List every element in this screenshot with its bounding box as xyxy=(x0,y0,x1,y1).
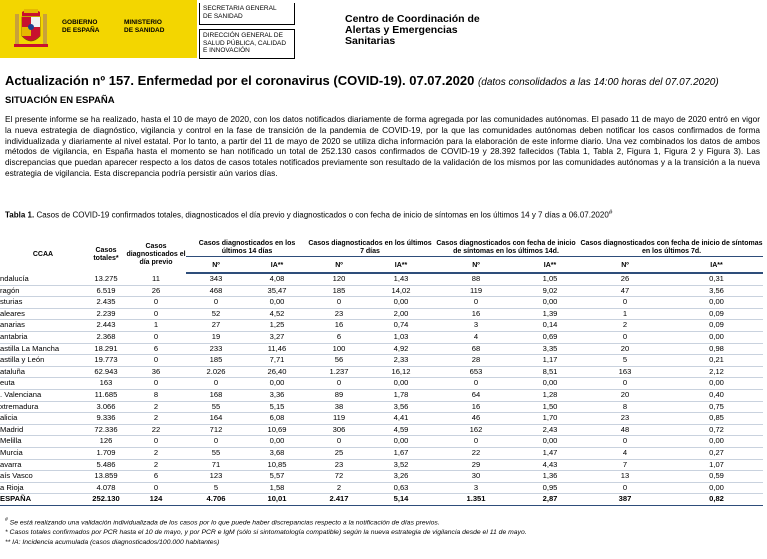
table-cell: 1.351 xyxy=(432,494,520,506)
note-3: ** IA: Incidencia acumulada (casos diagnosticados/100.000 habitantes) xyxy=(5,539,220,547)
table-cell: 0 xyxy=(308,297,370,309)
ccaa-name: aís Vasco xyxy=(0,471,86,483)
table-cell: 1,47 xyxy=(520,447,580,459)
table-cell: 0 xyxy=(432,297,520,309)
table-cell: 0,74 xyxy=(370,320,432,332)
table-cell: 2.435 xyxy=(86,297,126,309)
note-1: # Se está realizando una validación individualizada de los casos por lo que puede haber discrepancias respecto a la notificación de días previos. xyxy=(5,517,440,527)
ccaa-name: Melilla xyxy=(0,436,86,448)
table-cell: 0,72 xyxy=(670,424,763,436)
table-cell: 28 xyxy=(432,355,520,367)
table-cell: 55 xyxy=(186,447,246,459)
table-cell: 0,27 xyxy=(670,447,763,459)
ccaa-name: astilla La Mancha xyxy=(0,343,86,355)
table-cell: 35,47 xyxy=(246,285,308,297)
table-cell: 0,85 xyxy=(670,413,763,425)
table-row xyxy=(0,413,763,425)
table-cell: 163 xyxy=(86,378,126,390)
table-cell: 20 xyxy=(580,389,670,401)
table-cell: 48 xyxy=(580,424,670,436)
table-cell: 38 xyxy=(308,401,370,413)
table-cell: 1 xyxy=(126,320,186,332)
table-cell: 120 xyxy=(308,273,370,285)
table-cell: 19.773 xyxy=(86,355,126,367)
ccaa-name: . Valenciana xyxy=(0,389,86,401)
table-cell: 387 xyxy=(580,494,670,506)
table-cell: 3,56 xyxy=(670,285,763,297)
table-cell: 23 xyxy=(308,308,370,320)
table-row xyxy=(0,482,763,494)
table-row xyxy=(0,389,763,401)
table-cell: 10,69 xyxy=(246,424,308,436)
table-cell: 0 xyxy=(580,482,670,494)
table-row xyxy=(0,366,763,378)
table-cell: ESPAÑA xyxy=(0,494,86,506)
table-cell: 126 xyxy=(86,436,126,448)
table-cell: 13 xyxy=(580,471,670,483)
table-cell: 47 xyxy=(580,285,670,297)
report-title-note: (datos consolidados a las 14:00 horas del 07.07.2020) xyxy=(477,77,719,88)
ccaa-name: astilla y León xyxy=(0,355,86,367)
table-cell: 2 xyxy=(126,401,186,413)
table-cell: 3.066 xyxy=(86,401,126,413)
table-cell: 468 xyxy=(186,285,246,297)
table-cell: 22 xyxy=(432,447,520,459)
table-cell: 2 xyxy=(126,447,186,459)
table-cell: 13.859 xyxy=(86,471,126,483)
sub-ia: IA** xyxy=(370,259,432,273)
table-cell: 25 xyxy=(308,447,370,459)
table-cell: 1,36 xyxy=(520,471,580,483)
cases-table xyxy=(0,237,763,506)
government-label: GOBIERNO DE ESPAÑA xyxy=(62,19,100,34)
table-cell: 252.130 xyxy=(86,494,126,506)
table-cell: 0,00 xyxy=(670,482,763,494)
table-cell: 36 xyxy=(126,366,186,378)
table-cell: 0 xyxy=(308,436,370,448)
table-cell: 8 xyxy=(580,401,670,413)
table-cell: 1,78 xyxy=(370,389,432,401)
table-cell: 1.709 xyxy=(86,447,126,459)
table-cell: 0 xyxy=(126,378,186,390)
table-cell: 4.078 xyxy=(86,482,126,494)
table-cell: 0 xyxy=(126,331,186,343)
spain-coat-of-arms-icon xyxy=(12,6,50,52)
table-cell: 3,52 xyxy=(370,459,432,471)
table-cell: 3 xyxy=(432,320,520,332)
table-cell: 56 xyxy=(308,355,370,367)
table-cell: 64 xyxy=(432,389,520,401)
note-2: * Casos totales confirmados por PCR hasta el 10 de mayo, y por PCR e IgM (sólo si sintomatología compatible) según la nueva estrategia de vigilancia desde el 11 de mayo. xyxy=(5,529,527,537)
table-cell: 3,36 xyxy=(246,389,308,401)
table-body xyxy=(0,273,763,494)
table-cell: 71 xyxy=(186,459,246,471)
table-cell: 0,14 xyxy=(520,320,580,332)
table-cell: 0 xyxy=(126,482,186,494)
table-cell: 0 xyxy=(432,436,520,448)
table-cell: 27 xyxy=(186,320,246,332)
sub-ia: IA** xyxy=(520,259,580,273)
table-cell: 0,00 xyxy=(520,297,580,309)
table-cell: 19 xyxy=(186,331,246,343)
table-cell: 11 xyxy=(126,273,186,285)
table-cell: 5,14 xyxy=(370,494,432,506)
table-header-row xyxy=(0,237,763,259)
table-cell: 0,09 xyxy=(670,320,763,332)
table-cell: 0 xyxy=(126,436,186,448)
ministry-label: MINISTERIO DE SANIDAD xyxy=(124,19,165,34)
sub-n: Nº xyxy=(186,259,246,273)
ccaa-name: alicia xyxy=(0,413,86,425)
sub-n: Nº xyxy=(432,259,520,273)
table-cell: 4,92 xyxy=(370,343,432,355)
ccaa-name: a Rioja xyxy=(0,482,86,494)
table-cell: 4,52 xyxy=(246,308,308,320)
table-cell: 4,43 xyxy=(520,459,580,471)
table-cell: 11.685 xyxy=(86,389,126,401)
table-cell: 0,00 xyxy=(670,436,763,448)
table-cell: 1 xyxy=(580,308,670,320)
direccion-box: DIRECCIÓN GENERAL DE SALUD PÚBLICA, CALIDAD E INNOVACIÓN xyxy=(199,29,295,59)
table-cell: 0,00 xyxy=(246,297,308,309)
ccaa-name: anarias xyxy=(0,320,86,332)
table-cell: 26,40 xyxy=(246,366,308,378)
table-cell: 233 xyxy=(186,343,246,355)
table-cell: 2.443 xyxy=(86,320,126,332)
table-cell: 11,46 xyxy=(246,343,308,355)
table-cell: 3,27 xyxy=(246,331,308,343)
table-cell: 23 xyxy=(580,413,670,425)
ccaa-name: ragón xyxy=(0,285,86,297)
table-total-row xyxy=(0,494,763,506)
table-cell: 4,41 xyxy=(370,413,432,425)
grp-sintomas-7d: Casos diagnosticados con fecha de inicio de síntomas en los últimos 7d. xyxy=(580,239,763,255)
table-cell: 168 xyxy=(186,389,246,401)
table-cell: 0,09 xyxy=(670,308,763,320)
ccaa-name: euta xyxy=(0,378,86,390)
table-cell: 55 xyxy=(186,401,246,413)
table-cell: 4 xyxy=(432,331,520,343)
table-cell: 2 xyxy=(126,413,186,425)
table-row xyxy=(0,331,763,343)
table-cell: 0 xyxy=(580,436,670,448)
table-cell: 7 xyxy=(580,459,670,471)
table-cell: 10,85 xyxy=(246,459,308,471)
table-cell: 10,01 xyxy=(246,494,308,506)
ccaa-name: aleares xyxy=(0,308,86,320)
table-cell: 0,69 xyxy=(520,331,580,343)
table-cell: 0,82 xyxy=(670,494,763,506)
table-cell: 8,51 xyxy=(520,366,580,378)
table-cell: 13.275 xyxy=(86,273,126,285)
table-cell: 2,87 xyxy=(520,494,580,506)
table-cell: 5,15 xyxy=(246,401,308,413)
table-cell: 5 xyxy=(186,482,246,494)
table-row xyxy=(0,308,763,320)
table-cell: 1,43 xyxy=(370,273,432,285)
table-cell: 0 xyxy=(186,436,246,448)
table-cell: 8 xyxy=(126,389,186,401)
table-cell: 163 xyxy=(580,366,670,378)
table-cell: 3 xyxy=(432,482,520,494)
report-title: Actualización nº 157. Enfermedad por el coronavirus (COVID-19). 07.07.2020 (datos consolidados a las 14:00 horas del 07.07.2020) xyxy=(5,73,719,88)
ccaa-name: Madrid xyxy=(0,424,86,436)
table-cell: 1,07 xyxy=(670,459,763,471)
table-cell: 1,25 xyxy=(246,320,308,332)
table-cell: 100 xyxy=(308,343,370,355)
table-cell: 0,00 xyxy=(670,297,763,309)
table-row xyxy=(0,285,763,297)
table-cell: 0 xyxy=(126,355,186,367)
table-cell: 7,71 xyxy=(246,355,308,367)
table-cell: 16 xyxy=(308,320,370,332)
table-cell: 1,17 xyxy=(520,355,580,367)
table-row xyxy=(0,378,763,390)
table-cell: 0,40 xyxy=(670,389,763,401)
ccaes-label: Centro de Coordinación de Alertas y Emergencias Sanitarias xyxy=(345,13,480,47)
table-cell: 2 xyxy=(126,459,186,471)
table-row xyxy=(0,320,763,332)
table-cell: 46 xyxy=(432,413,520,425)
table-cell: 6 xyxy=(308,331,370,343)
table-cell: 72.336 xyxy=(86,424,126,436)
table-cell: 1,70 xyxy=(520,413,580,425)
table-cell: 14,02 xyxy=(370,285,432,297)
table-row xyxy=(0,297,763,309)
table-cell: 653 xyxy=(432,366,520,378)
sub-ia: IA** xyxy=(246,259,308,273)
table-cell: 1,67 xyxy=(370,447,432,459)
table-cell: 68 xyxy=(432,343,520,355)
table-cell: 9,02 xyxy=(520,285,580,297)
sub-ia: IA** xyxy=(670,259,763,273)
table-cell: 2.417 xyxy=(308,494,370,506)
ccaa-name: ndalucía xyxy=(0,273,86,285)
table-cell: 6.519 xyxy=(86,285,126,297)
table-cell: 26 xyxy=(580,273,670,285)
table-cell: 2,12 xyxy=(670,366,763,378)
col-casos-dia-previo: Casos diagnosticados el día previo xyxy=(126,243,186,266)
table-cell: 2.026 xyxy=(186,366,246,378)
table-cell: 0,00 xyxy=(370,378,432,390)
table-cell: 0,63 xyxy=(370,482,432,494)
table-cell: 0,31 xyxy=(670,273,763,285)
table-row xyxy=(0,471,763,483)
table-cell: 0,00 xyxy=(670,378,763,390)
table-cell: 0,00 xyxy=(370,297,432,309)
table-cell: 4,59 xyxy=(370,424,432,436)
table-cell: 29 xyxy=(432,459,520,471)
table-cell: 0 xyxy=(308,378,370,390)
table-cell: 22 xyxy=(126,424,186,436)
table-notes xyxy=(5,515,527,548)
table-cell: 6 xyxy=(126,471,186,483)
sub-n: Nº xyxy=(580,259,670,273)
table-cell: 0 xyxy=(580,378,670,390)
table-cell: 2,00 xyxy=(370,308,432,320)
table-cell: 164 xyxy=(186,413,246,425)
table-cell: 162 xyxy=(432,424,520,436)
ccaa-name: ataluña xyxy=(0,366,86,378)
table-row xyxy=(0,343,763,355)
table-cell: 185 xyxy=(186,355,246,367)
table-cell: 124 xyxy=(126,494,186,506)
grp-sintomas-14d: Casos diagnosticados con fecha de inicio de síntomas en los últimos 14d. xyxy=(432,237,580,259)
table-row xyxy=(0,355,763,367)
table-cell: 16 xyxy=(432,401,520,413)
table-cell: 2 xyxy=(580,320,670,332)
table-cell: 0,98 xyxy=(670,343,763,355)
table-cell: 0,75 xyxy=(670,401,763,413)
table-cell: 18.291 xyxy=(86,343,126,355)
secretaria-box: SECRETARIA GENERAL DE SANIDAD xyxy=(199,3,295,25)
table-cell: 0 xyxy=(186,297,246,309)
table-cell: 26 xyxy=(126,285,186,297)
table-cell: 4.706 xyxy=(186,494,246,506)
table-cell: 88 xyxy=(432,273,520,285)
col-casos-totales: Casos totales* xyxy=(93,247,119,262)
grp-diag-14d: Casos diagnosticados en los últimos 14 días xyxy=(186,237,308,259)
table-cell: 5.486 xyxy=(86,459,126,471)
table-cell: 16,12 xyxy=(370,366,432,378)
col-ccaa: CCAA xyxy=(32,251,54,258)
table-cell: 0,95 xyxy=(520,482,580,494)
table-cell: 0,00 xyxy=(246,378,308,390)
table-cell: 89 xyxy=(308,389,370,401)
table-cell: 306 xyxy=(308,424,370,436)
table-cell: 20 xyxy=(580,343,670,355)
table-cell: 1,39 xyxy=(520,308,580,320)
table-cell: 0,00 xyxy=(370,436,432,448)
table-caption: Tabla 1. Casos de COVID-19 confirmados totales, diagnosticados el día previo y diagnosticados o con fecha de inicio de síntomas en los últimos 14 y 7 días a 06.07.2020# xyxy=(5,209,613,220)
table-cell: 2.239 xyxy=(86,308,126,320)
table-cell: 23 xyxy=(308,459,370,471)
table-cell: 4 xyxy=(580,447,670,459)
table-cell: 0,59 xyxy=(670,471,763,483)
section-title: SITUACIÓN EN ESPAÑA xyxy=(5,95,115,106)
table-cell: 0,00 xyxy=(246,436,308,448)
table-cell: 3,35 xyxy=(520,343,580,355)
table-cell: 0 xyxy=(580,331,670,343)
table-row xyxy=(0,424,763,436)
ccaa-name: Murcia xyxy=(0,447,86,459)
table-cell: 6 xyxy=(126,343,186,355)
table-row xyxy=(0,401,763,413)
table-cell: 1,05 xyxy=(520,273,580,285)
table-cell: 1,28 xyxy=(520,389,580,401)
table-cell: 72 xyxy=(308,471,370,483)
intro-paragraph: El presente informe se ha realizado, hasta el 10 de mayo de 2020, con los datos notificados diariamente de forma agregada por las comunidades autónomas. El pasado 11 de mayo de 2020 entró en vigor la nueva estrategia de diagnóstico, vigilancia y control en la fase de transición de la pandemia de COVID-19, por la que las comunidades autónomas deben notificar los casos confirmados de forma individualizada y diariamente al nivel estatal. Por lo tanto, a partir del 11 de mayo de 2020 se utiliza dicha información para la elaboración de este informe diario. Una vez combinados los datos de ambos métodos de vigilancia, en España hasta el momento se han notificado un total de 252.130 casos confirmados de COVID-19 y 28.392 fallecidos (Tabla 1, Tabla 2, Figura 1, Figura 2 y Figura 3). Las discrepancias que puedan aparecer respecto a los datos de casos totales notificados previamente son resultado de la validación de los mismos por las comunidades autónomas y a la transición a la nueva estrategia de vigilancia. Esta discrepancia podría persistir aún varios días. xyxy=(5,114,760,178)
table-cell: 5 xyxy=(580,355,670,367)
table-cell: 9.336 xyxy=(86,413,126,425)
table-cell: 52 xyxy=(186,308,246,320)
table-cell: 0,00 xyxy=(520,378,580,390)
table-cell: 0 xyxy=(126,297,186,309)
table-cell: 3,56 xyxy=(370,401,432,413)
ccaa-name: avarra xyxy=(0,459,86,471)
table-cell: 3,68 xyxy=(246,447,308,459)
table-cell: 4,08 xyxy=(246,273,308,285)
table-row xyxy=(0,436,763,448)
table-cell: 1,58 xyxy=(246,482,308,494)
table-cell: 343 xyxy=(186,273,246,285)
table-cell: 16 xyxy=(432,308,520,320)
table-row xyxy=(0,273,763,285)
table-cell: 30 xyxy=(432,471,520,483)
table-cell: 5,57 xyxy=(246,471,308,483)
table-cell: 1,03 xyxy=(370,331,432,343)
table-cell: 0,21 xyxy=(670,355,763,367)
table-cell: 2,33 xyxy=(370,355,432,367)
table-cell: 0,00 xyxy=(520,436,580,448)
table-row xyxy=(0,447,763,459)
table-cell: 0,00 xyxy=(670,331,763,343)
table-cell: 185 xyxy=(308,285,370,297)
ccaa-name: antabria xyxy=(0,331,86,343)
table-cell: 6,08 xyxy=(246,413,308,425)
table-cell: 2 xyxy=(308,482,370,494)
table-cell: 123 xyxy=(186,471,246,483)
table-cell: 1,50 xyxy=(520,401,580,413)
table-cell: 2,43 xyxy=(520,424,580,436)
ccaa-name: sturias xyxy=(0,297,86,309)
table-cell: 1.237 xyxy=(308,366,370,378)
table-cell: 0 xyxy=(580,297,670,309)
table-cell: 119 xyxy=(432,285,520,297)
sub-n: Nº xyxy=(308,259,370,273)
table-cell: 62.943 xyxy=(86,366,126,378)
table-cell: 0 xyxy=(186,378,246,390)
table-cell: 119 xyxy=(308,413,370,425)
ccaa-name: xtremadura xyxy=(0,401,86,413)
table-cell: 2.368 xyxy=(86,331,126,343)
document-header xyxy=(0,0,767,62)
table-row xyxy=(0,459,763,471)
table-cell: 712 xyxy=(186,424,246,436)
table-cell: 3,26 xyxy=(370,471,432,483)
grp-diag-7d: Casos diagnosticados en los últimos 7 días xyxy=(308,239,432,255)
table-cell: 0 xyxy=(126,308,186,320)
table-cell: 0 xyxy=(432,378,520,390)
